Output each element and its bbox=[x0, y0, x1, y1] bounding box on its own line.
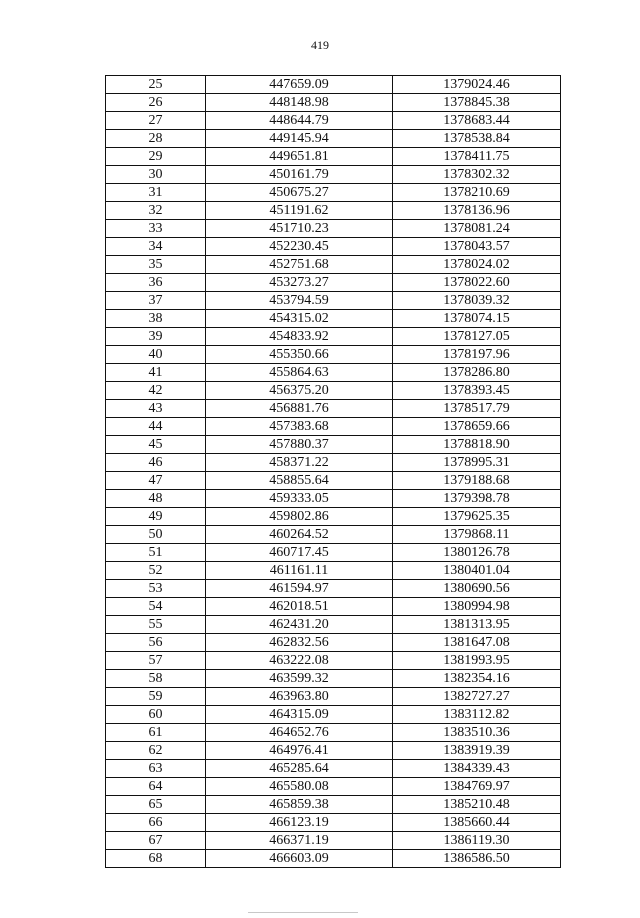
y-coordinate-cell: 1378043.57 bbox=[393, 238, 561, 256]
point-number-cell: 55 bbox=[106, 616, 206, 634]
x-coordinate-cell: 449145.94 bbox=[206, 130, 393, 148]
x-coordinate-cell: 450161.79 bbox=[206, 166, 393, 184]
table-row bbox=[106, 112, 561, 130]
y-coordinate-cell: 1378081.24 bbox=[393, 220, 561, 238]
y-coordinate-cell: 1385210.48 bbox=[393, 796, 561, 814]
y-coordinate-cell: 1378210.69 bbox=[393, 184, 561, 202]
point-number-cell: 34 bbox=[106, 238, 206, 256]
table-row bbox=[106, 778, 561, 796]
x-coordinate-cell: 464976.41 bbox=[206, 742, 393, 760]
x-coordinate-cell: 461161.11 bbox=[206, 562, 393, 580]
y-coordinate-cell: 1379398.78 bbox=[393, 490, 561, 508]
point-number-cell: 56 bbox=[106, 634, 206, 652]
table-row bbox=[106, 76, 561, 94]
y-coordinate-cell: 1380401.04 bbox=[393, 562, 561, 580]
scan-artifact-line bbox=[248, 912, 358, 913]
point-number-cell: 58 bbox=[106, 670, 206, 688]
table-row bbox=[106, 94, 561, 112]
y-coordinate-cell: 1378302.32 bbox=[393, 166, 561, 184]
table-row bbox=[106, 760, 561, 778]
y-coordinate-cell: 1380690.56 bbox=[393, 580, 561, 598]
y-coordinate-cell: 1380994.98 bbox=[393, 598, 561, 616]
x-coordinate-cell: 456375.20 bbox=[206, 382, 393, 400]
y-coordinate-cell: 1385660.44 bbox=[393, 814, 561, 832]
point-number-cell: 33 bbox=[106, 220, 206, 238]
y-coordinate-cell: 1381647.08 bbox=[393, 634, 561, 652]
x-coordinate-cell: 450675.27 bbox=[206, 184, 393, 202]
x-coordinate-cell: 452230.45 bbox=[206, 238, 393, 256]
table-row bbox=[106, 850, 561, 868]
point-number-cell: 67 bbox=[106, 832, 206, 850]
point-number-cell: 27 bbox=[106, 112, 206, 130]
table-row bbox=[106, 220, 561, 238]
point-number-cell: 60 bbox=[106, 706, 206, 724]
x-coordinate-cell: 461594.97 bbox=[206, 580, 393, 598]
point-number-cell: 61 bbox=[106, 724, 206, 742]
table-row bbox=[106, 616, 561, 634]
point-number-cell: 65 bbox=[106, 796, 206, 814]
y-coordinate-cell: 1379024.46 bbox=[393, 76, 561, 94]
x-coordinate-cell: 448148.98 bbox=[206, 94, 393, 112]
table-row bbox=[106, 706, 561, 724]
point-number-cell: 37 bbox=[106, 292, 206, 310]
y-coordinate-cell: 1378683.44 bbox=[393, 112, 561, 130]
y-coordinate-cell: 1379625.35 bbox=[393, 508, 561, 526]
x-coordinate-cell: 449651.81 bbox=[206, 148, 393, 166]
table-row bbox=[106, 544, 561, 562]
table-row bbox=[106, 472, 561, 490]
y-coordinate-cell: 1379868.11 bbox=[393, 526, 561, 544]
x-coordinate-cell: 464652.76 bbox=[206, 724, 393, 742]
y-coordinate-cell: 1378659.66 bbox=[393, 418, 561, 436]
x-coordinate-cell: 462431.20 bbox=[206, 616, 393, 634]
y-coordinate-cell: 1383919.39 bbox=[393, 742, 561, 760]
y-coordinate-cell: 1378995.31 bbox=[393, 454, 561, 472]
y-coordinate-cell: 1383112.82 bbox=[393, 706, 561, 724]
point-number-cell: 50 bbox=[106, 526, 206, 544]
x-coordinate-cell: 459333.05 bbox=[206, 490, 393, 508]
point-number-cell: 59 bbox=[106, 688, 206, 706]
table-row bbox=[106, 238, 561, 256]
point-number-cell: 48 bbox=[106, 490, 206, 508]
point-number-cell: 53 bbox=[106, 580, 206, 598]
table-row bbox=[106, 742, 561, 760]
point-number-cell: 36 bbox=[106, 274, 206, 292]
point-number-cell: 35 bbox=[106, 256, 206, 274]
point-number-cell: 41 bbox=[106, 364, 206, 382]
x-coordinate-cell: 451191.62 bbox=[206, 202, 393, 220]
y-coordinate-cell: 1378517.79 bbox=[393, 400, 561, 418]
x-coordinate-cell: 460264.52 bbox=[206, 526, 393, 544]
point-number-cell: 46 bbox=[106, 454, 206, 472]
point-number-cell: 28 bbox=[106, 130, 206, 148]
table-row bbox=[106, 652, 561, 670]
table-row bbox=[106, 436, 561, 454]
y-coordinate-cell: 1378127.05 bbox=[393, 328, 561, 346]
y-coordinate-cell: 1386586.50 bbox=[393, 850, 561, 868]
table-row bbox=[106, 382, 561, 400]
x-coordinate-cell: 453794.59 bbox=[206, 292, 393, 310]
table-row bbox=[106, 400, 561, 418]
point-number-cell: 64 bbox=[106, 778, 206, 796]
x-coordinate-cell: 463599.32 bbox=[206, 670, 393, 688]
y-coordinate-cell: 1378411.75 bbox=[393, 148, 561, 166]
x-coordinate-cell: 455350.66 bbox=[206, 346, 393, 364]
coordinates-table bbox=[105, 75, 561, 868]
x-coordinate-cell: 465580.08 bbox=[206, 778, 393, 796]
point-number-cell: 54 bbox=[106, 598, 206, 616]
table-row bbox=[106, 364, 561, 382]
y-coordinate-cell: 1378393.45 bbox=[393, 382, 561, 400]
x-coordinate-cell: 466603.09 bbox=[206, 850, 393, 868]
point-number-cell: 42 bbox=[106, 382, 206, 400]
y-coordinate-cell: 1378286.80 bbox=[393, 364, 561, 382]
table-row bbox=[106, 256, 561, 274]
table-row bbox=[106, 508, 561, 526]
x-coordinate-cell: 463963.80 bbox=[206, 688, 393, 706]
page-number: 419 bbox=[311, 38, 329, 52]
point-number-cell: 39 bbox=[106, 328, 206, 346]
table-row bbox=[106, 688, 561, 706]
x-coordinate-cell: 457880.37 bbox=[206, 436, 393, 454]
table-row bbox=[106, 598, 561, 616]
y-coordinate-cell: 1378074.15 bbox=[393, 310, 561, 328]
point-number-cell: 66 bbox=[106, 814, 206, 832]
y-coordinate-cell: 1378039.32 bbox=[393, 292, 561, 310]
x-coordinate-cell: 455864.63 bbox=[206, 364, 393, 382]
coordinates-table-body bbox=[106, 76, 561, 868]
x-coordinate-cell: 452751.68 bbox=[206, 256, 393, 274]
table-row bbox=[106, 148, 561, 166]
table-row bbox=[106, 724, 561, 742]
y-coordinate-cell: 1378136.96 bbox=[393, 202, 561, 220]
point-number-cell: 45 bbox=[106, 436, 206, 454]
x-coordinate-cell: 462018.51 bbox=[206, 598, 393, 616]
x-coordinate-cell: 466123.19 bbox=[206, 814, 393, 832]
x-coordinate-cell: 463222.08 bbox=[206, 652, 393, 670]
x-coordinate-cell: 458855.64 bbox=[206, 472, 393, 490]
table-row bbox=[106, 346, 561, 364]
table-row bbox=[106, 526, 561, 544]
y-coordinate-cell: 1381993.95 bbox=[393, 652, 561, 670]
point-number-cell: 32 bbox=[106, 202, 206, 220]
point-number-cell: 63 bbox=[106, 760, 206, 778]
point-number-cell: 44 bbox=[106, 418, 206, 436]
x-coordinate-cell: 462832.56 bbox=[206, 634, 393, 652]
point-number-cell: 52 bbox=[106, 562, 206, 580]
x-coordinate-cell: 459802.86 bbox=[206, 508, 393, 526]
table-row bbox=[106, 274, 561, 292]
table-row bbox=[106, 130, 561, 148]
x-coordinate-cell: 456881.76 bbox=[206, 400, 393, 418]
x-coordinate-cell: 465859.38 bbox=[206, 796, 393, 814]
x-coordinate-cell: 454833.92 bbox=[206, 328, 393, 346]
x-coordinate-cell: 454315.02 bbox=[206, 310, 393, 328]
x-coordinate-cell: 448644.79 bbox=[206, 112, 393, 130]
table-row bbox=[106, 292, 561, 310]
point-number-cell: 26 bbox=[106, 94, 206, 112]
table-row bbox=[106, 418, 561, 436]
x-coordinate-cell: 447659.09 bbox=[206, 76, 393, 94]
y-coordinate-cell: 1378818.90 bbox=[393, 436, 561, 454]
x-coordinate-cell: 466371.19 bbox=[206, 832, 393, 850]
point-number-cell: 43 bbox=[106, 400, 206, 418]
y-coordinate-cell: 1382727.27 bbox=[393, 688, 561, 706]
table-row bbox=[106, 562, 561, 580]
y-coordinate-cell: 1378845.38 bbox=[393, 94, 561, 112]
table-row bbox=[106, 454, 561, 472]
y-coordinate-cell: 1386119.30 bbox=[393, 832, 561, 850]
table-row bbox=[106, 796, 561, 814]
point-number-cell: 68 bbox=[106, 850, 206, 868]
table-row bbox=[106, 328, 561, 346]
x-coordinate-cell: 457383.68 bbox=[206, 418, 393, 436]
y-coordinate-cell: 1382354.16 bbox=[393, 670, 561, 688]
x-coordinate-cell: 460717.45 bbox=[206, 544, 393, 562]
x-coordinate-cell: 453273.27 bbox=[206, 274, 393, 292]
y-coordinate-cell: 1384769.97 bbox=[393, 778, 561, 796]
x-coordinate-cell: 451710.23 bbox=[206, 220, 393, 238]
y-coordinate-cell: 1379188.68 bbox=[393, 472, 561, 490]
x-coordinate-cell: 465285.64 bbox=[206, 760, 393, 778]
y-coordinate-cell: 1378024.02 bbox=[393, 256, 561, 274]
y-coordinate-cell: 1384339.43 bbox=[393, 760, 561, 778]
x-coordinate-cell: 458371.22 bbox=[206, 454, 393, 472]
point-number-cell: 49 bbox=[106, 508, 206, 526]
point-number-cell: 30 bbox=[106, 166, 206, 184]
y-coordinate-cell: 1380126.78 bbox=[393, 544, 561, 562]
table-row bbox=[106, 166, 561, 184]
point-number-cell: 31 bbox=[106, 184, 206, 202]
y-coordinate-cell: 1378022.60 bbox=[393, 274, 561, 292]
point-number-cell: 25 bbox=[106, 76, 206, 94]
table-row bbox=[106, 580, 561, 598]
table-row bbox=[106, 202, 561, 220]
table-row bbox=[106, 634, 561, 652]
point-number-cell: 57 bbox=[106, 652, 206, 670]
x-coordinate-cell: 464315.09 bbox=[206, 706, 393, 724]
y-coordinate-cell: 1378538.84 bbox=[393, 130, 561, 148]
table-row bbox=[106, 490, 561, 508]
point-number-cell: 38 bbox=[106, 310, 206, 328]
table-row bbox=[106, 670, 561, 688]
point-number-cell: 40 bbox=[106, 346, 206, 364]
y-coordinate-cell: 1381313.95 bbox=[393, 616, 561, 634]
point-number-cell: 47 bbox=[106, 472, 206, 490]
table-row bbox=[106, 814, 561, 832]
point-number-cell: 51 bbox=[106, 544, 206, 562]
table-row bbox=[106, 184, 561, 202]
y-coordinate-cell: 1383510.36 bbox=[393, 724, 561, 742]
y-coordinate-cell: 1378197.96 bbox=[393, 346, 561, 364]
point-number-cell: 29 bbox=[106, 148, 206, 166]
table-row bbox=[106, 310, 561, 328]
point-number-cell: 62 bbox=[106, 742, 206, 760]
table-row bbox=[106, 832, 561, 850]
